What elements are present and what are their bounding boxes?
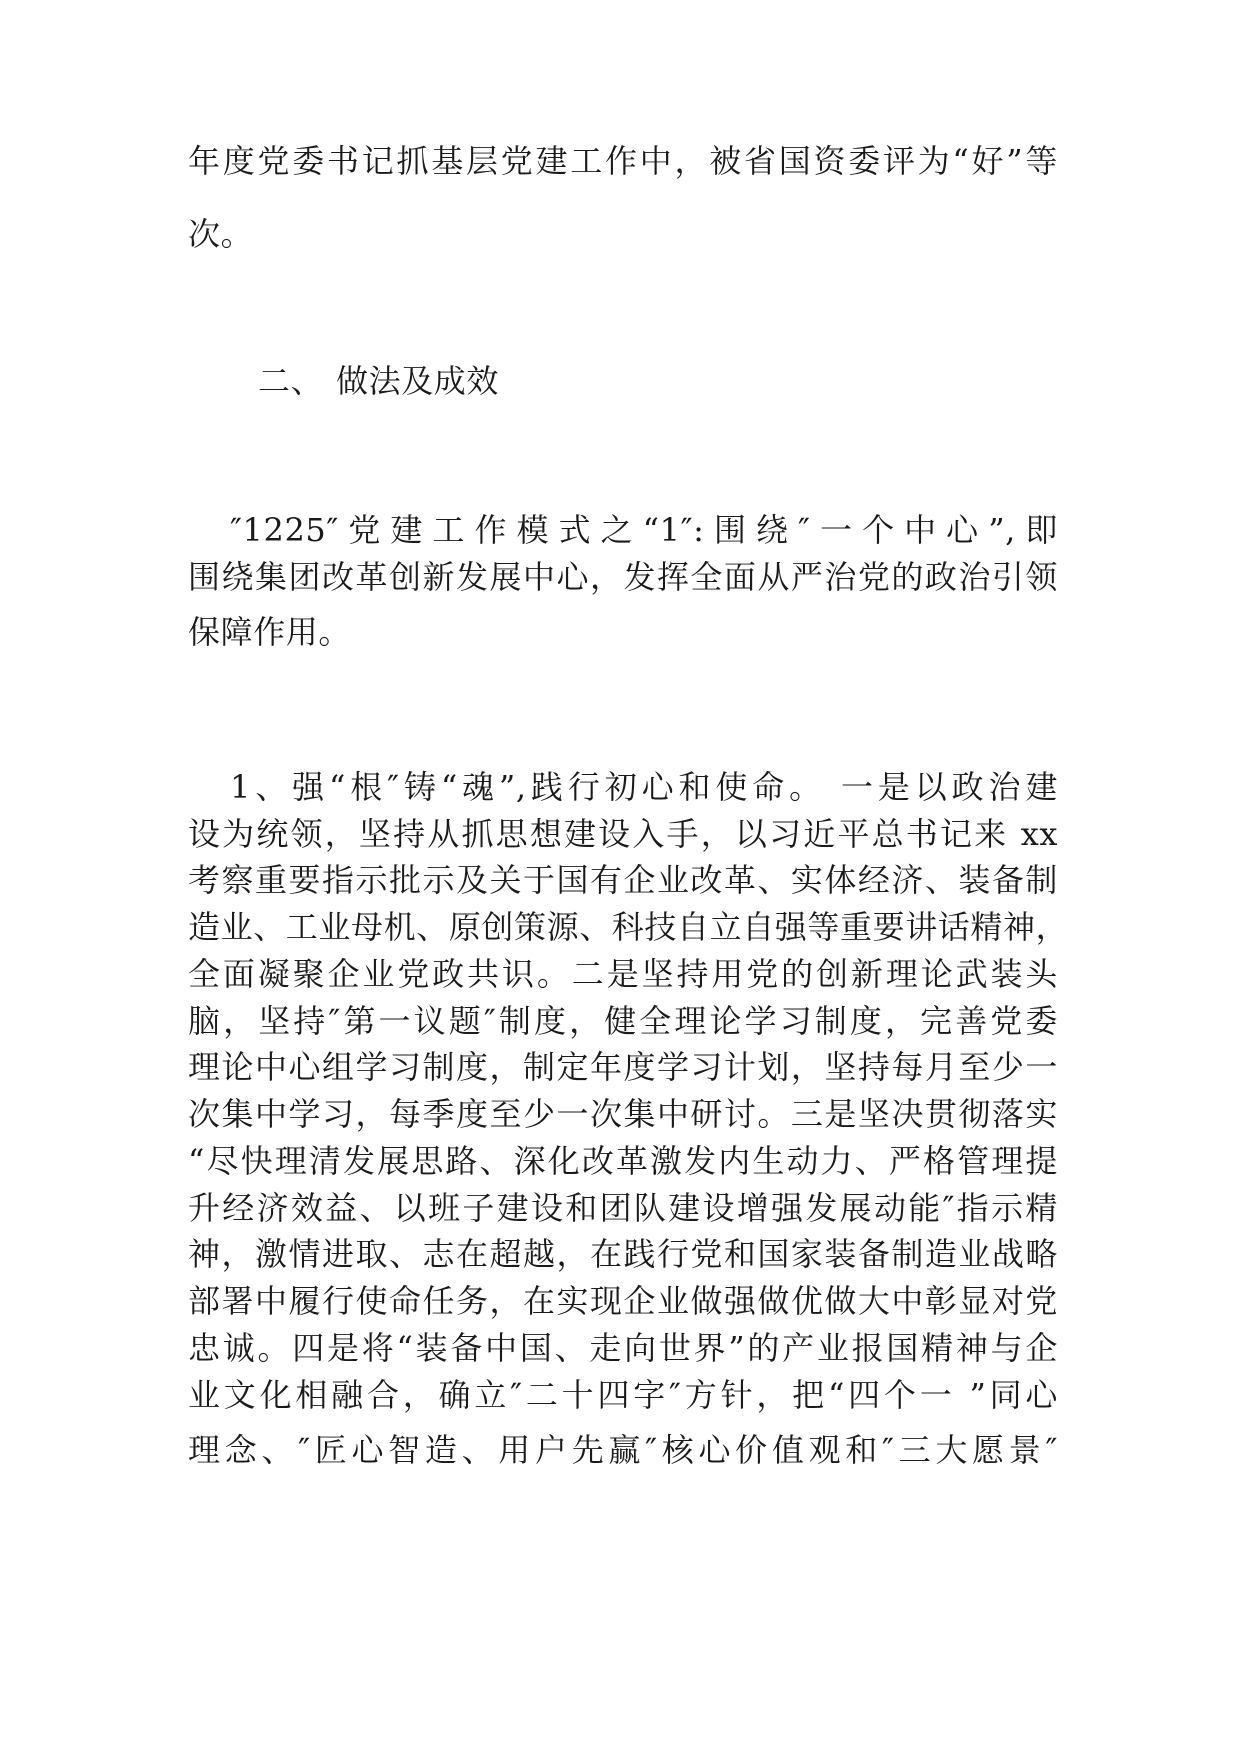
model-line-2: 围绕集团改革创新发展中心，发挥全面从严治党的政治引领	[188, 558, 1058, 596]
point1-line-14: 业文化相融合，确立″二十四字″方针，把“四个一 ”同心	[188, 1376, 1058, 1414]
model-line-3: 保障作用。	[188, 613, 352, 651]
point1-line-3: 考察重要指示批示及关于国有企业改革、实体经济、装备制	[188, 861, 1058, 899]
point1-line-2: 设为统领，坚持从抓思想建设入手，以习近平总书记来 xx	[188, 815, 1058, 853]
intro-line-2: 次。	[188, 215, 254, 253]
point1-line-15: 理念、″匠心智造、用户先赢″核心价值观和″三大愿景″	[188, 1431, 1058, 1469]
point1-line-9: “尽快理清发展思路、深化改革激发内生动力、严格管理提	[188, 1142, 1058, 1180]
section-title: 做法及成效	[336, 362, 500, 400]
point1-line-7: 理论中心组学习制度，制定年度学习计划，坚持每月至少一	[188, 1048, 1058, 1086]
point1-line-13: 忠诚。四是将“装备中国、走向世界”的产业报国精神与企	[188, 1329, 1058, 1367]
point1-line-4: 造业、工业母机、原创策源、科技自立自强等重要讲话精神，	[188, 908, 1069, 946]
point1-line-1: 1、强“根″铸“魂”,践行初心和使命。 一是以政治建	[230, 768, 1058, 806]
model-line-1: ″1225″党建工作模式之“1″:围绕″一个中心”,即	[230, 511, 1058, 549]
intro-line-1: 年度党委书记抓基层党建工作中，被省国资委评为“好”等	[188, 142, 1058, 180]
section-heading	[258, 361, 499, 401]
point1-line-12: 部署中履行使命任务，在实现企业做强做优做大中彰显对党	[188, 1282, 1058, 1320]
point1-line-8: 次集中学习，每季度至少一次集中研讨。三是坚决贯彻落实	[188, 1095, 1058, 1133]
point1-line-6: 脑，坚持″第一议题″制度，健全理论学习制度，完善党委	[188, 1002, 1058, 1040]
point1-line-5: 全面凝聚企业党政共识。二是坚持用党的创新理论武装头	[188, 955, 1058, 993]
point1-line-10: 升经济效益、以班子建设和团队建设增强发展动能″指示精	[188, 1189, 1058, 1227]
point1-line-11: 神，激情进取、志在超越，在践行党和国家装备制造业战略	[188, 1235, 1058, 1273]
section-number: 二、	[258, 362, 324, 400]
